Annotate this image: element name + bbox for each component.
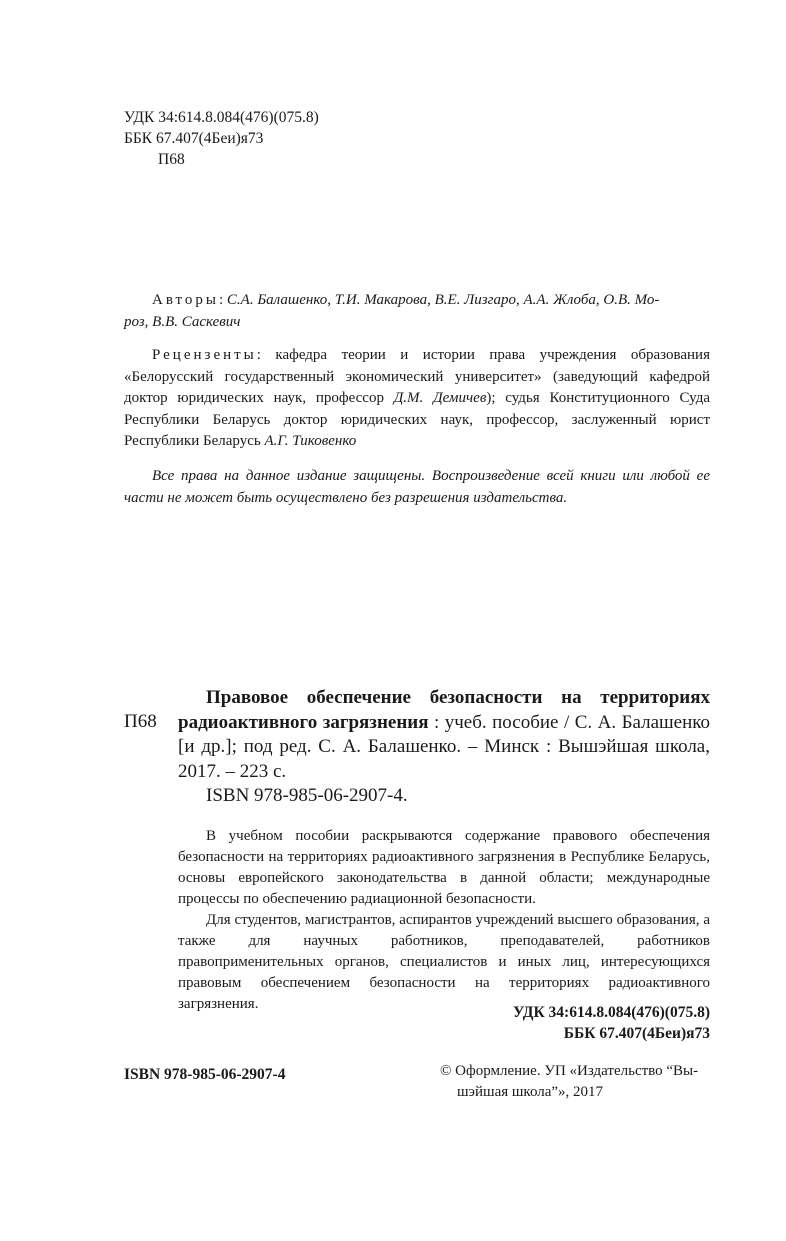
copyright-notice [440, 1061, 710, 1103]
reviewers-text-1: : кафедра теории и истории права учреждения образования «Белорусский государственный экономический университет» (заведующий кафедрой доктор юридических наук, профессор [124, 347, 710, 406]
authors-label: Авторы [152, 292, 219, 308]
bbk-code-bottom: ББК 67.407(4Беи)я73 [563, 1025, 710, 1042]
copyright-line-1: © Оформление. УП «Издательство “Вы- [440, 1063, 699, 1079]
classification-codes-bottom [513, 1002, 710, 1044]
isbn-bottom: ISBN 978-985-06-2907-4 [124, 1066, 286, 1083]
bbk-code: ББК 67.407(4Беи)я73 [124, 130, 264, 147]
abstract [178, 826, 710, 1015]
udk-code-bottom: УДК 34:614.8.084(476)(075.8) [512, 1004, 710, 1021]
abstract-paragraph-2: Для студентов, магистрантов, аспирантов учреждений высшего образования, а также для научных работников, преподавателей, работников правоприменительных органов, специалистов и иных лиц, интересующихся правовым обеспечением безопасности на территориях радиоактивного загрязнения. [178, 912, 710, 1012]
book-title: Правовое обеспечение безопасности на территориях радиоактивного загрязнения [178, 687, 710, 733]
abstract-paragraph-1: В учебном пособии раскрываются содержание правового обеспечения безопасности на территориях радиоактивного загрязнения в Республике Беларусь, основы европейского законодательства в данной области; международные процессы по обеспечению радиационной безопасности. [178, 828, 710, 907]
reviewers-label: Рецензенты [152, 347, 257, 363]
rights-notice [124, 466, 710, 509]
reviewer-name-2: А.Г. Тиковенко [264, 433, 357, 449]
bibliographic-record [178, 686, 710, 809]
classification-codes-top [124, 107, 319, 170]
copyright-line-2: шэйшая школа”», 2017 [457, 1084, 604, 1100]
authors-names-2: роз, В.В. Саскевич [124, 313, 241, 330]
authors-names-1: С.А. Балашенко, Т.И. Макарова, В.Е. Лизгаро, А.А. Жлоба, О.В. Мо- [226, 292, 660, 308]
isbn-record: ISBN 978-985-06-2907-4. [206, 785, 408, 806]
author-mark: П68 [158, 151, 185, 168]
rights-text: Все права на данное издание защищены. Воспроизведение всей книги или любой ее части не может быть осуществлено без разрешения издательства. [124, 468, 710, 506]
reviewer-name-1: Д.М. Демичев [393, 390, 487, 406]
reviewers-block [124, 345, 710, 453]
author-mark-side: П68 [124, 711, 157, 732]
udk-code: УДК 34:614.8.084(476)(075.8) [124, 109, 319, 126]
authors-block: Авторы: С.А. Балашенко, Т.И. Макарова, В.Е. Лизгаро, А.А. Жлоба, О.В. Мо- роз, В.В. Саскевич [124, 292, 660, 330]
reviewers-text-2: ); судья Конституционного Суда Республики Беларусь доктор юридических наук, профессор, заслуженный юрист Республики Беларусь [124, 390, 711, 449]
book-imprint: : учеб. пособие / С. А. Балашенко [и др.]; под ред. С. А. Балашенко. – Минск : Вышэйшая школа, 2017. – 223 с. [178, 711, 710, 782]
